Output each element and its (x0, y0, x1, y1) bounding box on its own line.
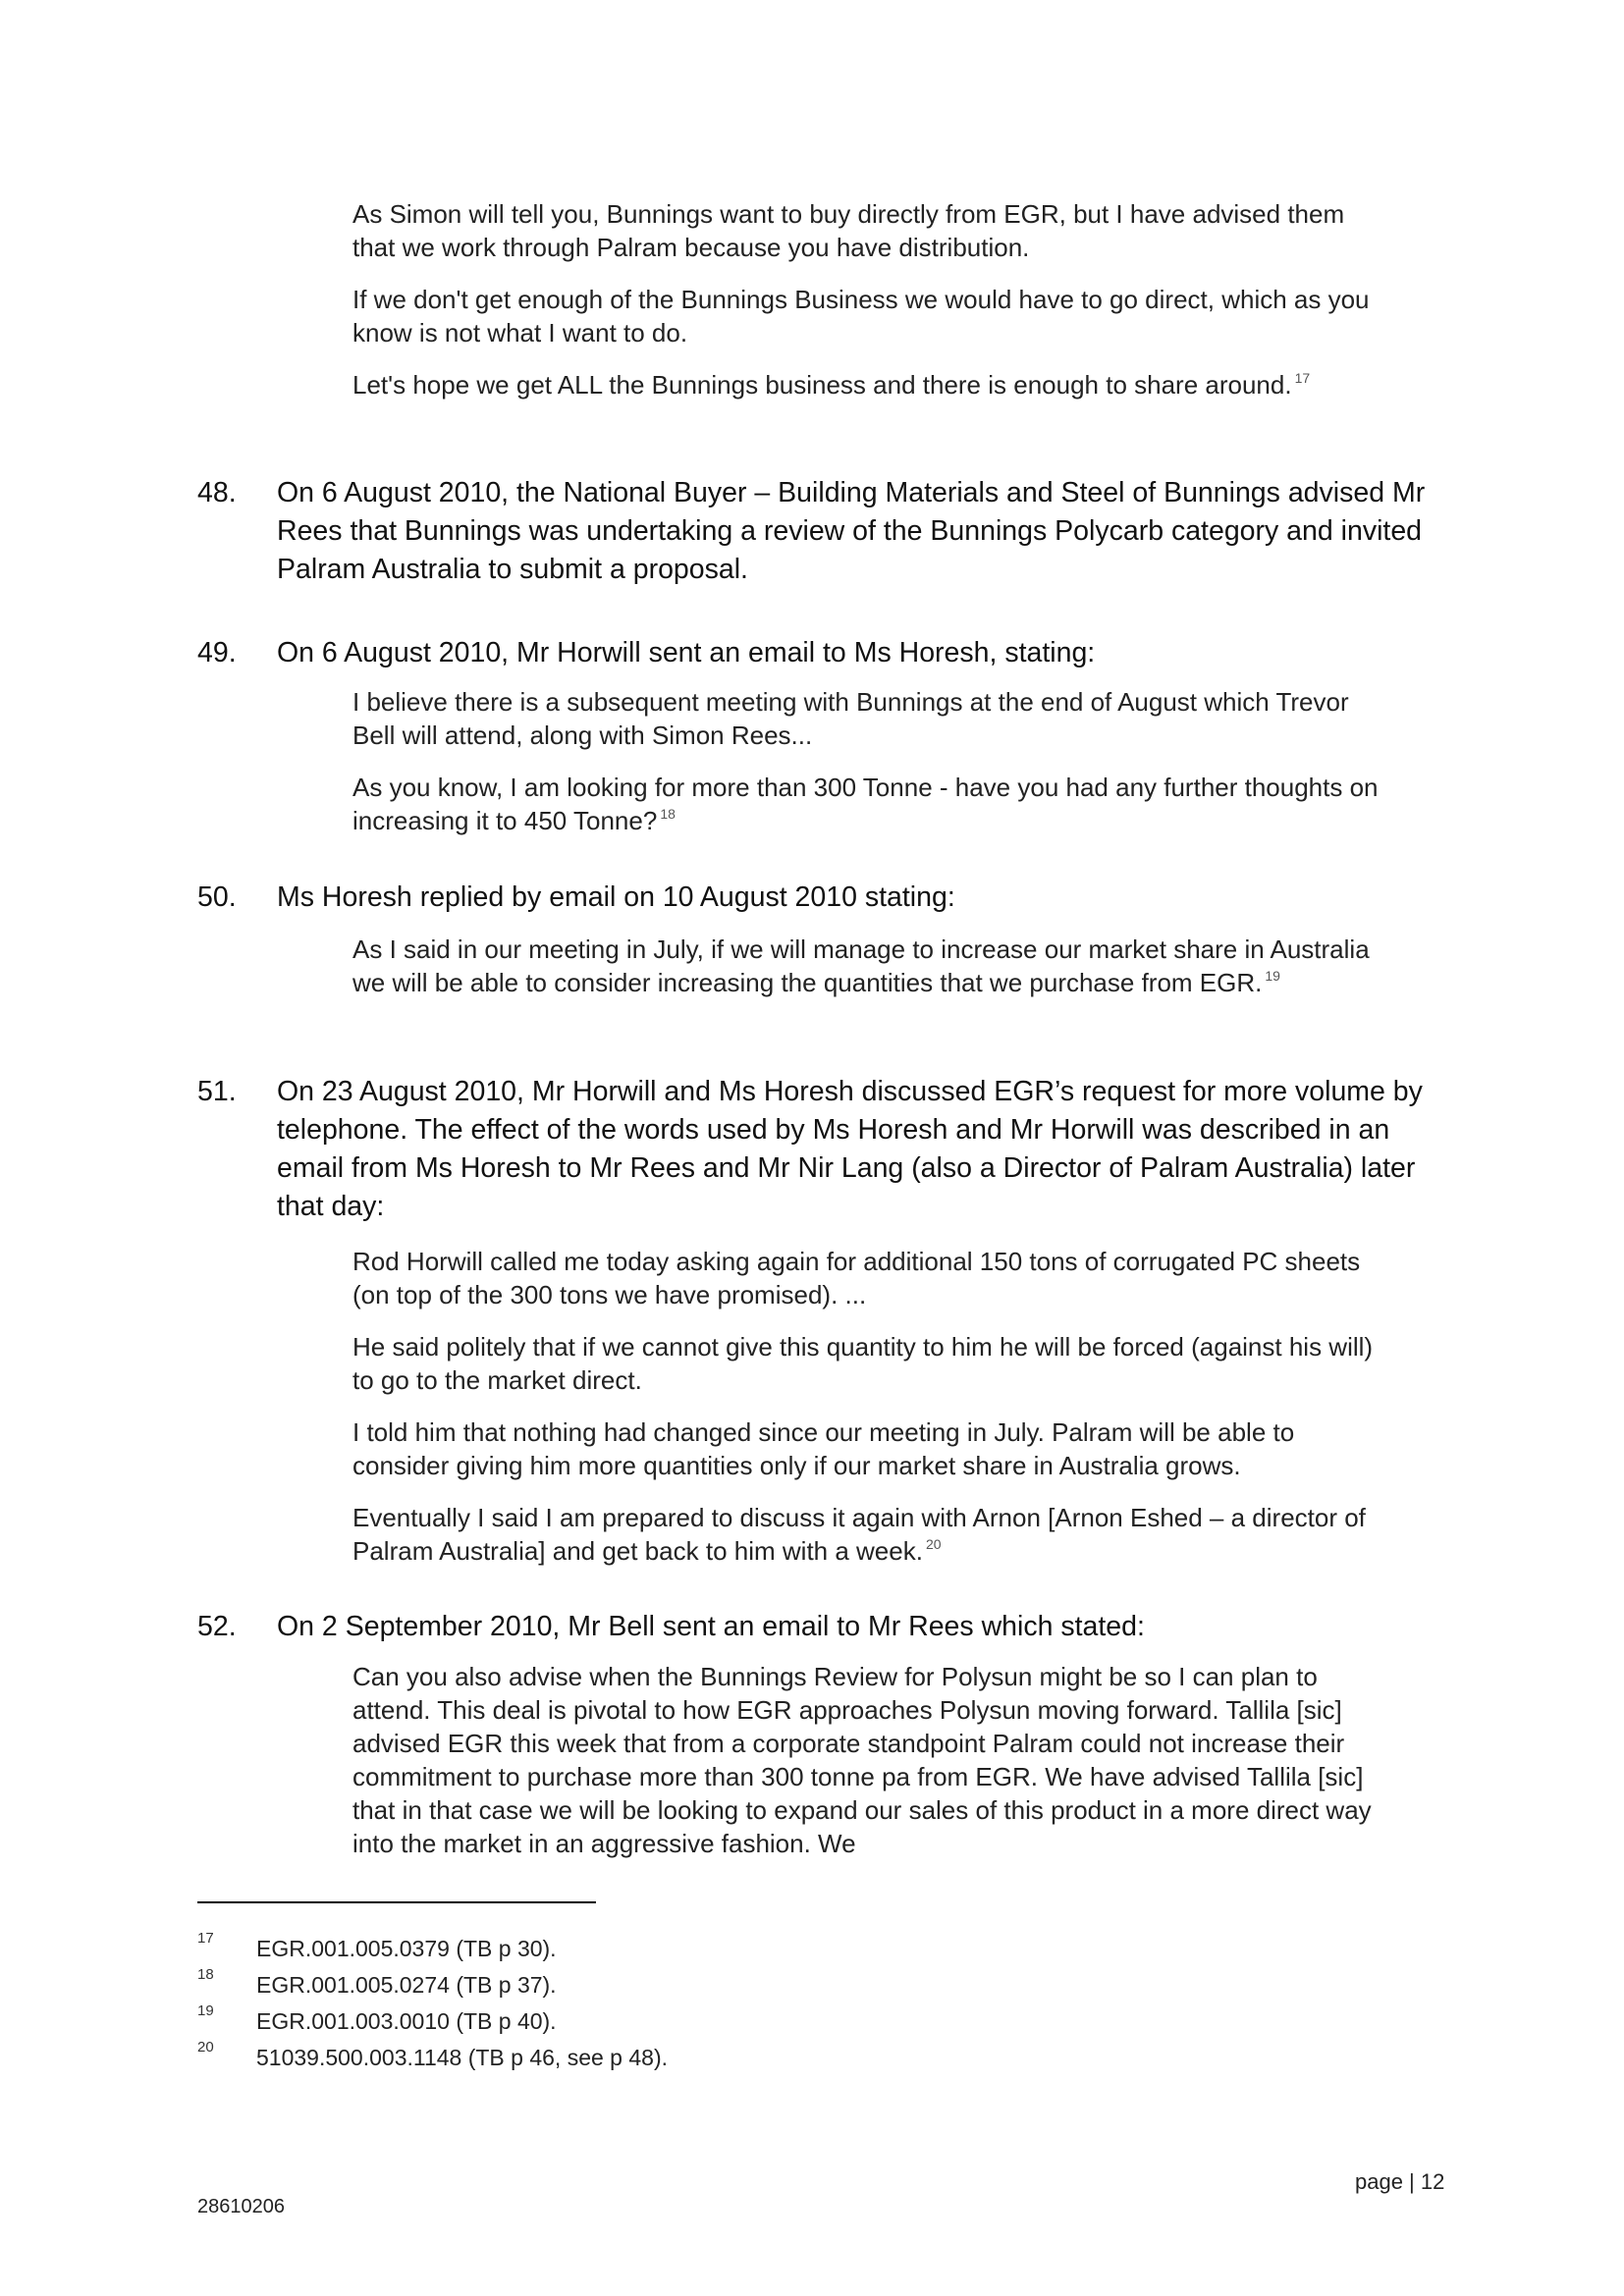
footnote (197, 1930, 1081, 1972)
paragraph-49 (197, 634, 1435, 672)
footnote (197, 2002, 1081, 2045)
footnote-text: EGR.001.005.0274 (TB p 37). (256, 1972, 557, 1998)
quote-paragraph: As I said in our meeting in July, if we will manage to increase our market share in Australia we will be able to consider increasing the quantities that we purchase from EGR. $^{19}$ (352, 934, 1370, 997)
footnote-text: EGR.001.005.0379 (TB p 30). (256, 1936, 557, 1961)
quote-paragraph: If we don't get enough of the Bunnings Business we would have to go direct, which as you know is not what I want to do. (352, 285, 1370, 347)
paragraph-number: 52. (197, 1611, 237, 1642)
paragraph-text: Ms Horesh replied by email on 10 August 2010 stating: (277, 881, 955, 913)
paragraph-51 (197, 1073, 1435, 1226)
footnote (197, 1966, 1081, 2008)
quote-paragraph: As Simon will tell you, Bunnings want to buy directly from EGR, but I have advised them that we work through Palram because you have distribution. (352, 199, 1345, 262)
paragraph-number: 51. (197, 1076, 237, 1107)
page-number: page | 12 (1355, 2169, 1445, 2194)
quote-paragraph: Rod Horwill called me today asking again for additional 150 tons of corrugated PC sheets (on top of the 300 tons we have promised). ... (352, 1247, 1361, 1309)
paragraph-48 (197, 474, 1435, 589)
quote-block-51 (352, 1245, 1383, 1568)
paragraph-text: On 2 September 2010, Mr Bell sent an email to Mr Rees which stated: (277, 1611, 1145, 1642)
footnote-ref: 20 (925, 1536, 942, 1552)
paragraph-number: 48. (197, 477, 237, 508)
footnote-ref: 17 (1294, 370, 1311, 386)
paragraph-text: On 6 August 2010, the National Buyer – Building Materials and Steel of Bunnings advised Mr Rees that Bunnings was undertaking a review of the Bunnings Polycarb category and invited Palram Australia to submit a proposal. (277, 477, 1426, 585)
quote-paragraph: Eventually I said I am prepared to discuss it again with Arnon [Arnon Eshed – a director of Palram Australia] and get back to him with a week. $^{20}$ (352, 1503, 1366, 1566)
footnote-number: 20 (197, 2039, 214, 2056)
paragraph-number: 49. (197, 637, 237, 668)
footnote-text: EGR.001.003.0010 (TB p 40). (256, 2008, 557, 2034)
paragraph-text: On 23 August 2010, Mr Horwill and Ms Horesh discussed EGR’s request for more volume by telephone. The effect of the words used by Ms Horesh and Mr Horwill was described in an email from Ms Horesh to Mr Rees and Mr Nir Lang (also a Director of Palram Australia) later that day: (277, 1076, 1423, 1222)
footnote (197, 2039, 1081, 2081)
document-id: 28610206 (197, 2196, 285, 2217)
quote-block-49 (352, 685, 1383, 837)
paragraph-52 (197, 1608, 1435, 1646)
footnotes (197, 1930, 1081, 2081)
footnote-text: 51039.500.003.1148 (TB p 46, see p 48). (256, 2045, 668, 2070)
footnote-ref: 18 (660, 806, 676, 822)
footnote-separator (197, 1901, 596, 1903)
quote-block-47 (352, 197, 1383, 401)
paragraph-number: 50. (197, 881, 237, 913)
quote-block-52 (352, 1660, 1383, 1860)
quote-paragraph: I told him that nothing had changed since our meeting in July. Palram will be able to consider giving him more quantities only if our market share in Australia grows. (352, 1417, 1295, 1480)
quote-paragraph: As you know, I am looking for more than 300 Tonne - have you had any further thoughts on increasing it to 450 Tonne? $^{18}$ (352, 773, 1379, 835)
paragraph-50 (197, 879, 1435, 917)
quote-paragraph: I believe there is a subsequent meeting with Bunnings at the end of August which Trevor Bell will attend, along with Simon Rees... (352, 687, 1349, 750)
footnote-ref: 19 (1265, 968, 1280, 984)
quote-paragraph: Let's hope we get ALL the Bunnings business and there is enough to share around. $^{17}$ (352, 370, 1311, 400)
quote-block-50 (352, 933, 1383, 999)
quote-paragraph: He said politely that if we cannot give this quantity to him he will be forced (against his will) to go to the market direct. (352, 1332, 1374, 1395)
footnote-number: 17 (197, 1930, 214, 1947)
footnote-number: 18 (197, 1966, 214, 1983)
quote-paragraph: Can you also advise when the Bunnings Review for Polysun might be so I can plan to attend. This deal is pivotal to how EGR approaches Polysun moving forward. Tallila [sic] advised EGR this week that from a corporate standpoint Palram could not increase their commitment to purchase more than 300 tonne pa from EGR. We have advised Tallila [sic] that in that case we will be looking to expand our sales of this product in a more direct way into the market in an aggressive fashion. We (352, 1662, 1372, 1858)
footnote-number: 19 (197, 2002, 214, 2019)
paragraph-text: On 6 August 2010, Mr Horwill sent an email to Ms Horesh, stating: (277, 637, 1096, 668)
